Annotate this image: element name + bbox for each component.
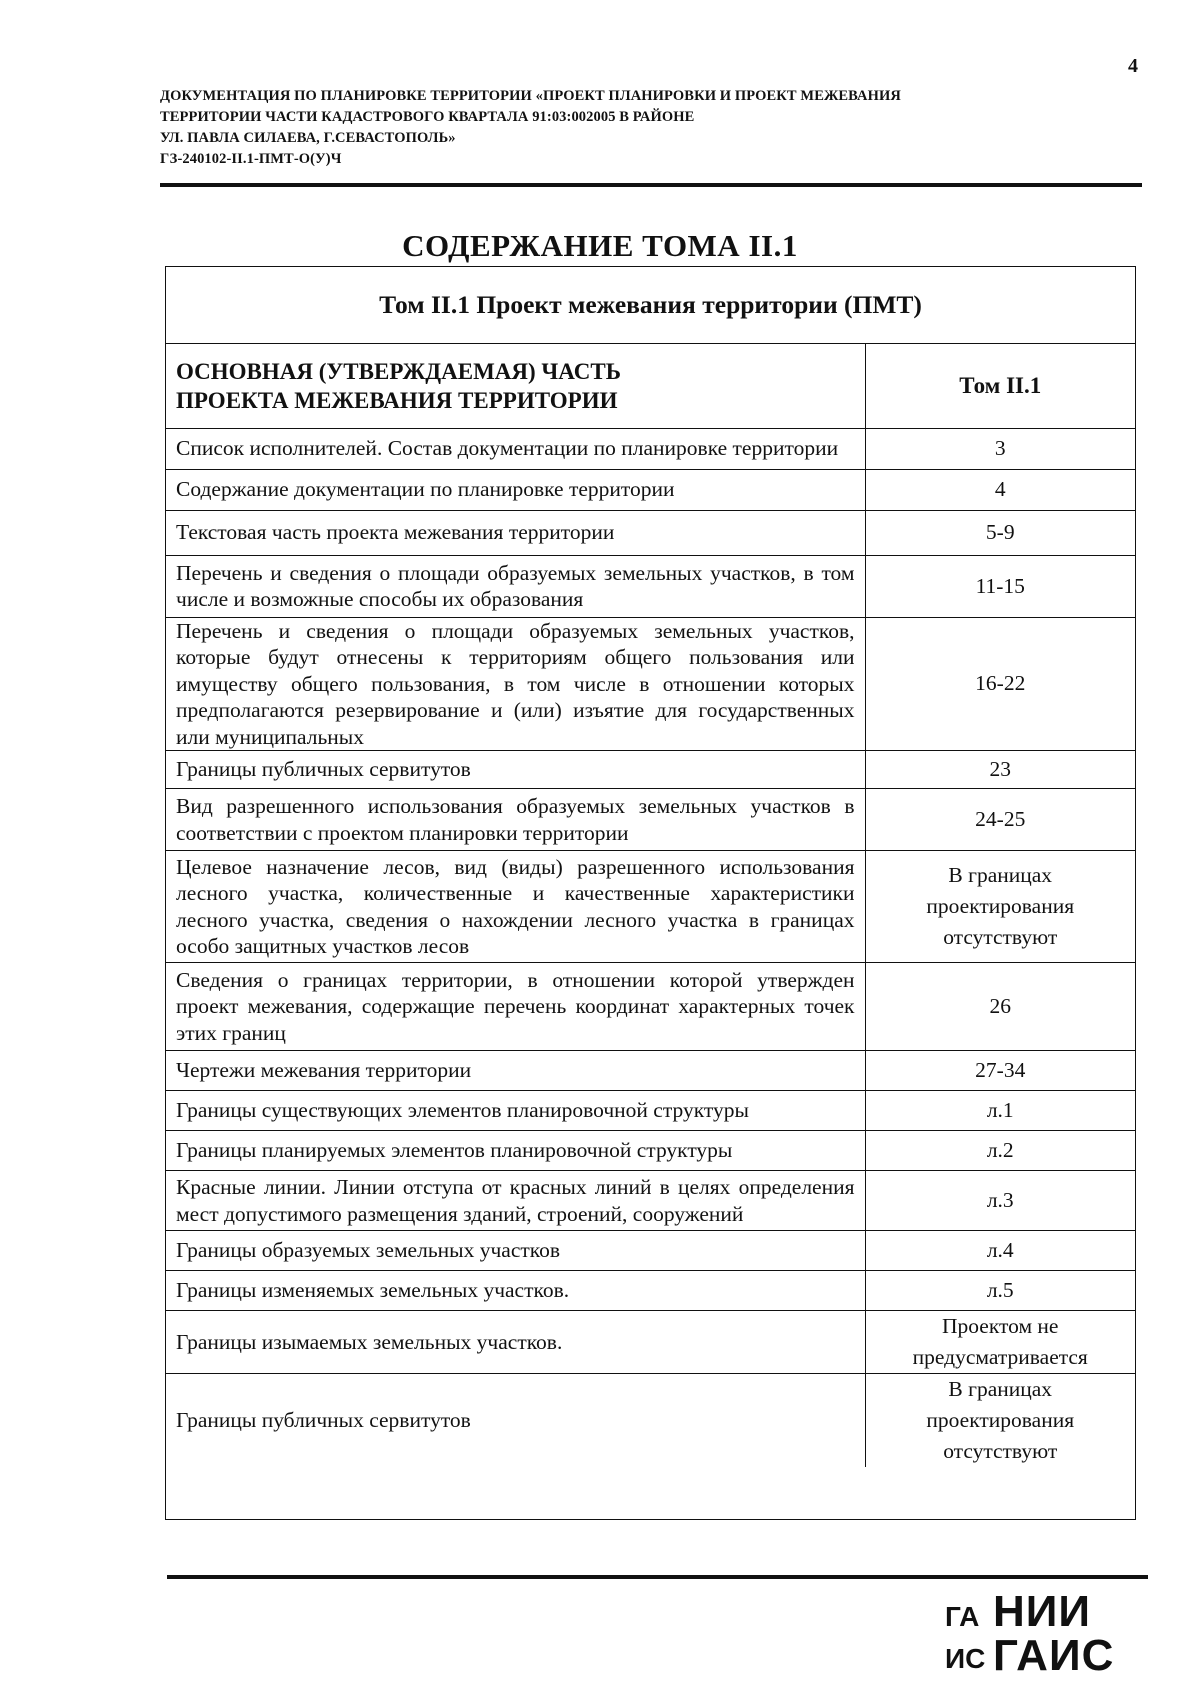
footer-divider (167, 1575, 1148, 1579)
toc-title: СОДЕРЖАНИЕ ТОМА II.1 (402, 228, 798, 263)
page-number: 4 (1128, 55, 1138, 77)
toc-row (166, 617, 1135, 751)
section-row (166, 344, 1135, 428)
toc-table-frame (165, 266, 1136, 1520)
toc-row-title: Границы существующих элементов планировочной структуры (166, 1091, 865, 1131)
toc-row (166, 1091, 1135, 1131)
toc-row (166, 1271, 1135, 1311)
toc-row (166, 1231, 1135, 1271)
toc-row-pages: 4 (865, 469, 1135, 510)
toc-row (166, 428, 1135, 469)
toc-row-pages: Проектом не предусматривается (865, 1311, 1135, 1374)
header-line: ГЗ-240102-II.1-ПМТ-О(У)Ч (160, 151, 342, 167)
toc-row (166, 751, 1135, 789)
toc-row (166, 963, 1135, 1051)
toc-row-title: Текстовая часть проекта межевания территории (166, 510, 865, 555)
logo-mark-top: ГА (945, 1601, 980, 1632)
toc-row-title: Границы планируемых элементов планировочной структуры (166, 1131, 865, 1171)
toc-row-pages: 16-22 (865, 617, 1135, 751)
toc-row-title: Целевое назначение лесов, вид (виды) разрешенного использования лесного участка, количественные и качественные характеристики лесного участка, сведения о нахождении лесного участка в границах особо защитных участков лесов (166, 851, 865, 963)
logo-mark-icon (945, 1590, 985, 1678)
toc-row-title: Вид разрешенного использования образуемых земельных участков в соответствии с проектом планировки территории (166, 789, 865, 851)
toc-row-pages: 11-15 (865, 555, 1135, 617)
toc-row (166, 469, 1135, 510)
header-line: УЛ. ПАВЛА СИЛАЕВА, Г.СЕВАСТОПОЛЬ» (160, 130, 456, 146)
toc-row-title: Границы образуемых земельных участков (166, 1231, 865, 1271)
toc-row-title: Чертежи межевания территории (166, 1051, 865, 1091)
toc-row (166, 1131, 1135, 1171)
toc-row-pages: 3 (865, 428, 1135, 469)
toc-row-pages: 24-25 (865, 789, 1135, 851)
toc-row-pages: 27-34 (865, 1051, 1135, 1091)
toc-row-title: Границы изымаемых земельных участков. (166, 1311, 865, 1374)
toc-row (166, 1171, 1135, 1231)
toc-row-pages: л.2 (865, 1131, 1135, 1171)
toc-row-title: Границы изменяемых земельных участков. (166, 1271, 865, 1311)
volume-title: Том II.1 Проект межевания территории (ПМТ) (166, 267, 1135, 344)
logo-text-gais: ГАИС (993, 1631, 1115, 1680)
toc-row-pages: л.3 (865, 1171, 1135, 1231)
toc-row-pages: В границах проектирования отсутствуют (865, 1374, 1135, 1468)
toc-row-title: Содержание документации по планировке территории (166, 469, 865, 510)
toc-row-pages: 26 (865, 963, 1135, 1051)
toc-row-pages: л.5 (865, 1271, 1135, 1311)
toc-row (166, 555, 1135, 617)
toc-row-title: Список исполнителей. Состав документации по планировке территории (166, 428, 865, 469)
header-divider (160, 183, 1142, 187)
toc-row-title: Сведения о границах территории, в отношении которой утвержден проект межевания, содержащие перечень координат характерных точек этих границ (166, 963, 865, 1051)
section-title: ОСНОВНАЯ (УТВЕРЖДАЕМАЯ) ЧАСТЬ ПРОЕКТА МЕЖЕВАНИЯ ТЕРРИТОРИИ (176, 358, 621, 413)
toc-row-title: Границы публичных сервитутов (166, 751, 865, 789)
toc-row-pages: В границах проектирования отсутствуют (865, 851, 1135, 963)
toc-row (166, 1051, 1135, 1091)
toc-table (166, 344, 1135, 1467)
toc-row (166, 789, 1135, 851)
toc-row-title: Перечень и сведения о площади образуемых земельных участков, в том числе и возможные способы их образования (166, 555, 865, 617)
toc-row-title: Красные линии. Линии отступа от красных линий в целях определения мест допустимого размещения зданий, строений, сооружений (166, 1171, 865, 1231)
header-line: ДОКУМЕНТАЦИЯ ПО ПЛАНИРОВКЕ ТЕРРИТОРИИ «ПРОЕКТ ПЛАНИРОВКИ И ПРОЕКТ МЕЖЕВАНИЯ (160, 88, 901, 104)
toc-row-title: Границы публичных сервитутов (166, 1374, 865, 1468)
toc-row (166, 1374, 1135, 1468)
toc-row (166, 510, 1135, 555)
logo-text-nii: НИИ (993, 1587, 1092, 1636)
toc-row-pages: л.1 (865, 1091, 1135, 1131)
toc-row-pages: л.4 (865, 1231, 1135, 1271)
logo-mark-bottom: ИС (945, 1643, 985, 1674)
toc-row (166, 851, 1135, 963)
toc-row-pages: 23 (865, 751, 1135, 789)
nii-gais-logo (945, 1587, 1125, 1680)
header-line: ТЕРРИТОРИИ ЧАСТИ КАДАСТРОВОГО КВАРТАЛА 91:03:002005 В РАЙОНЕ (160, 109, 695, 125)
toc-row-title: Перечень и сведения о площади образуемых земельных участков, которые будут отнесены к территориям общего пользования или имуществу общего пользования, в том числе в отношении которых предполагаются резервирование и (или) изъятие для государственных или муниципальных (166, 617, 865, 751)
toc-row (166, 1311, 1135, 1374)
document-header (160, 86, 1140, 170)
toc-row-pages: 5-9 (865, 510, 1135, 555)
section-volume: Том II.1 (865, 344, 1135, 428)
